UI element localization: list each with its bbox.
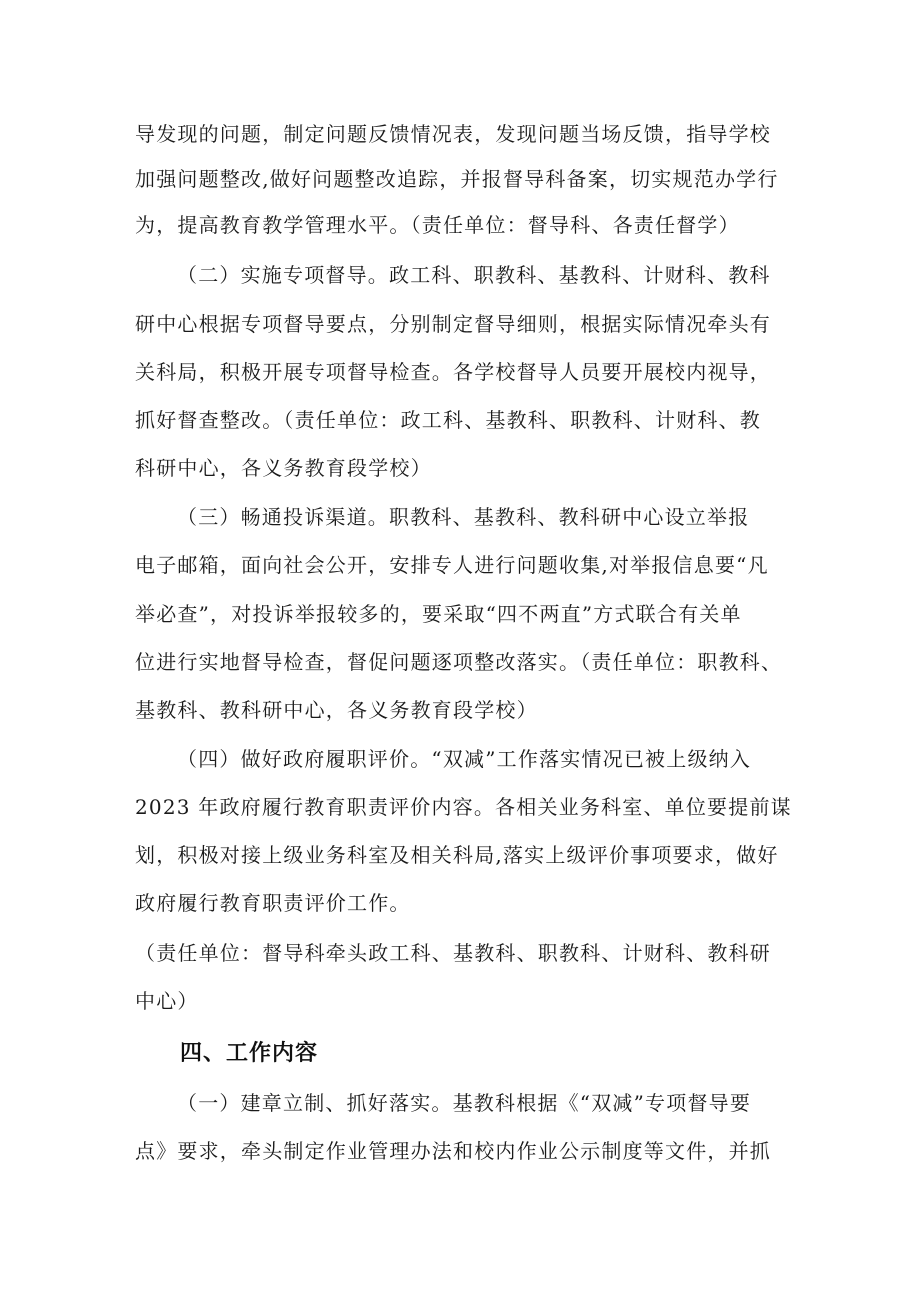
text-line: 为，提高教育教学管理水平。（责任单位：督导科、各责任督学） [135,213,740,237]
text-line: （四）做好政府履职评价。“双减”工作落实情况已被上级纳入 [177,747,752,771]
text-line: 2023 年政府履行教育职责评价内容。各相关业务科室、单位要提前谋 [135,795,792,819]
text-line: 关科局，积极开展专项督导检查。各学校督导人员要开展校内视导， [135,360,771,384]
text-line: 科研中心，各义务教育段学校） [135,456,432,480]
text-line: 加强问题整改,做好问题整改追踪，并报督导科备案，切实规范办学行 [135,167,779,191]
text-line: 基教科、教科研中心，各义务教育段学校） [135,698,538,722]
text-line: 划，积极对接上级业务科室及相关科局,落实上级评价事项要求，做好 [135,843,779,867]
text-line: 抓好督查整改。（责任单位：政工科、基教科、职教科、计财科、教 [135,408,761,432]
text-line: （一）建章立制、抓好落实。基教科根据《“双减”专项督导要 [177,1091,752,1115]
text-line: 政府履行教育职责评价工作。 [135,891,411,915]
text-line: （二）实施专项督导。政工科、职教科、基教科、计财科、教科 [177,263,771,287]
text-line: 点》要求，牵头制定作业管理办法和校内作业公示制度等文件，并抓 [135,1139,771,1163]
text-line: 位进行实地督导检查，督促问题逐项整改落实。（责任单位：职教科、 [135,650,783,674]
section-heading: 四、工作内容 [180,1041,319,1066]
text-line: 研中心根据专项督导要点，分别制定督导细则，根据实际情况牵头有 [135,312,771,336]
text-line: 导发现的问题，制定问题反馈情况表，发现问题当场反馈，指导学校 [135,122,771,146]
text-line: 电子邮箱，面向社会公开，安排专人进行问题收集,对举报信息要“凡 [135,553,769,577]
text-line: （三）畅通投诉渠道。职教科、基教科、教科研中心设立举报 [177,505,750,529]
text-line: 举必查”，对投诉举报较多的，要采取“四不两直”方式联合有关单 [135,602,742,626]
text-line: 中心） [135,989,199,1013]
text-line: （责任单位：督导科牵头政工科、基教科、职教科、计财科、教科研 [135,941,771,965]
